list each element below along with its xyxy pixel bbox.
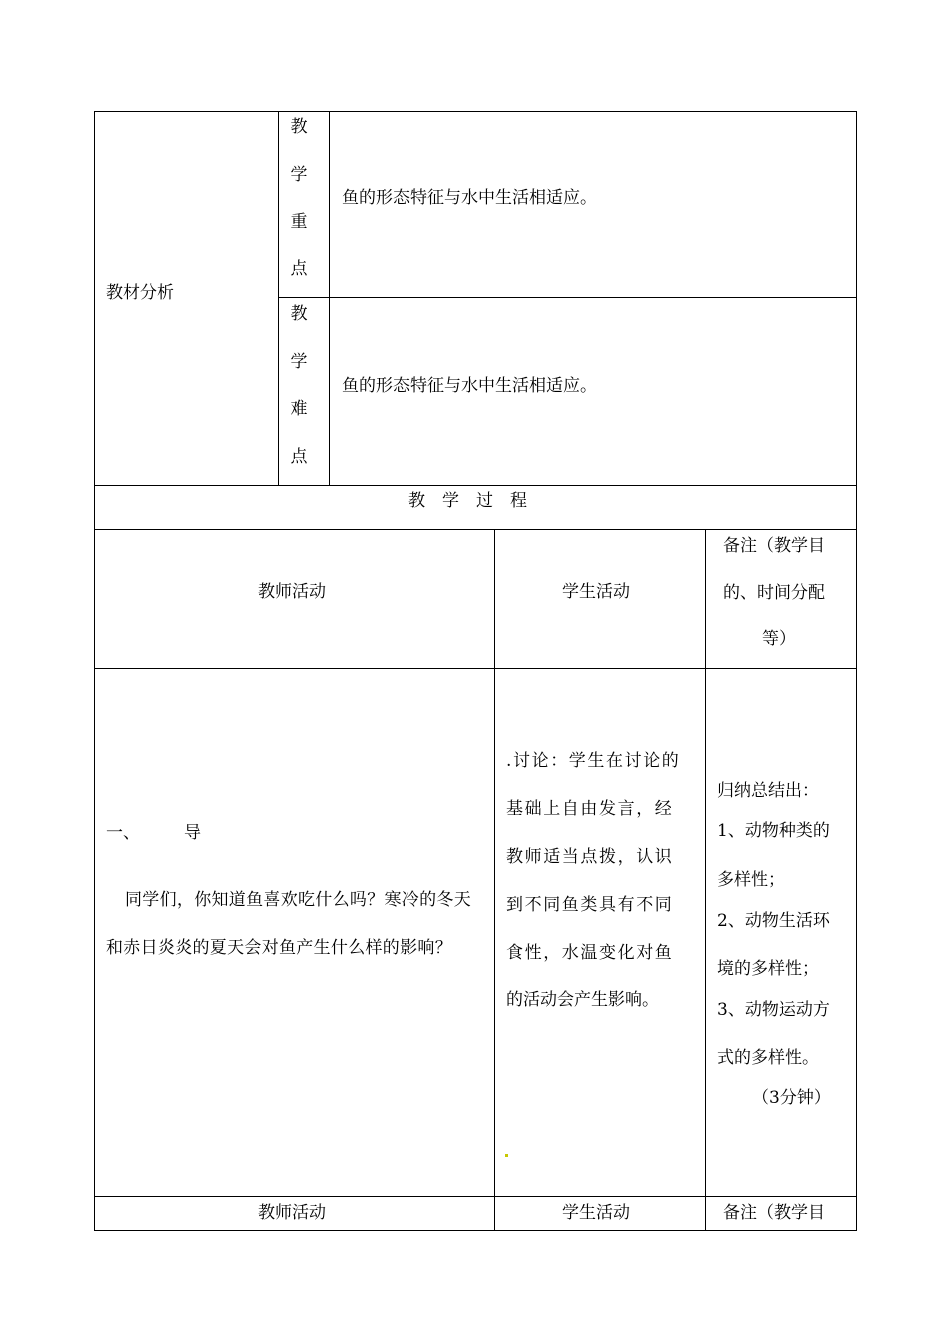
table-border-left [94, 111, 95, 1231]
key-label-char: 学 [290, 165, 308, 185]
notes-line: 境的多样性； [717, 959, 819, 979]
teacher-heading-number: 一、 [106, 823, 140, 843]
header-student-activity: 学生活动 [562, 582, 630, 602]
notes-line: （3分钟） [752, 1088, 831, 1108]
table-border-right [856, 111, 857, 1231]
header-notes-line: 备注（教学目 [723, 536, 825, 556]
table-rule-teacher-student [494, 529, 495, 1231]
table-rule-analysis-col2 [329, 111, 330, 486]
table-rule-key-difficulty [278, 297, 857, 298]
notes-line: 2、动物生活环 [717, 911, 830, 931]
student-line: .讨论：学生在讨论的 [506, 751, 681, 771]
table-rule-header-bottom [94, 668, 857, 669]
difficulty-label-char: 点 [290, 447, 308, 467]
table-rule-analysis-col1 [278, 111, 279, 486]
header-teacher-activity: 教师活动 [258, 582, 326, 602]
student-line: 教师适当点拨，认识 [506, 847, 674, 867]
table-rule-student-notes [705, 529, 706, 1231]
key-label-char: 重 [290, 212, 308, 232]
footer-header-notes: 备注（教学目 [723, 1203, 825, 1223]
notes-line: 式的多样性。 [717, 1048, 819, 1068]
table-rule-analysis-bottom [94, 485, 857, 486]
stray-mark [505, 1154, 508, 1157]
header-notes-line: 等） [762, 629, 796, 649]
process-title: 教 学 过 程 [408, 491, 527, 511]
notes-line: 3、动物运动方 [717, 1000, 830, 1020]
student-line: 基础上自由发言，经 [506, 799, 674, 819]
notes-line: 1、动物种类的 [717, 821, 830, 841]
header-notes-line: 的、时间分配 [723, 583, 825, 603]
footer-header-student: 学生活动 [562, 1203, 630, 1223]
student-line: 到不同鱼类具有不同 [506, 895, 674, 915]
student-line: 食性，水温变化对鱼 [506, 943, 674, 963]
teacher-paragraph: 同学们，你知道鱼喜欢吃什么吗？寒冷的冬天和赤日炎炎的夏天会对鱼产生什么样的影响？ [106, 890, 471, 958]
difficulty-text: 鱼的形态特征与水中生活相适应。 [342, 376, 597, 396]
table-rule-row1-bottom [94, 1196, 857, 1197]
table-border-bottom [94, 1230, 857, 1231]
analysis-label: 教材分析 [106, 283, 174, 303]
difficulty-label-char: 学 [290, 352, 308, 372]
key-point-text: 鱼的形态特征与水中生活相适应。 [342, 188, 597, 208]
key-label-char: 点 [290, 259, 308, 279]
notes-line: 多样性； [717, 870, 785, 890]
table-border-top [94, 111, 857, 112]
table-rule-process-bottom [94, 529, 857, 530]
difficulty-label-char: 难 [290, 399, 308, 419]
key-label-char: 教 [290, 117, 308, 137]
notes-line: 归纳总结出： [717, 781, 819, 801]
footer-header-teacher: 教师活动 [258, 1203, 326, 1223]
difficulty-label-char: 教 [290, 304, 308, 324]
student-line: 的活动会产生影响。 [506, 990, 659, 1010]
teacher-heading-text: 导 [184, 823, 201, 843]
